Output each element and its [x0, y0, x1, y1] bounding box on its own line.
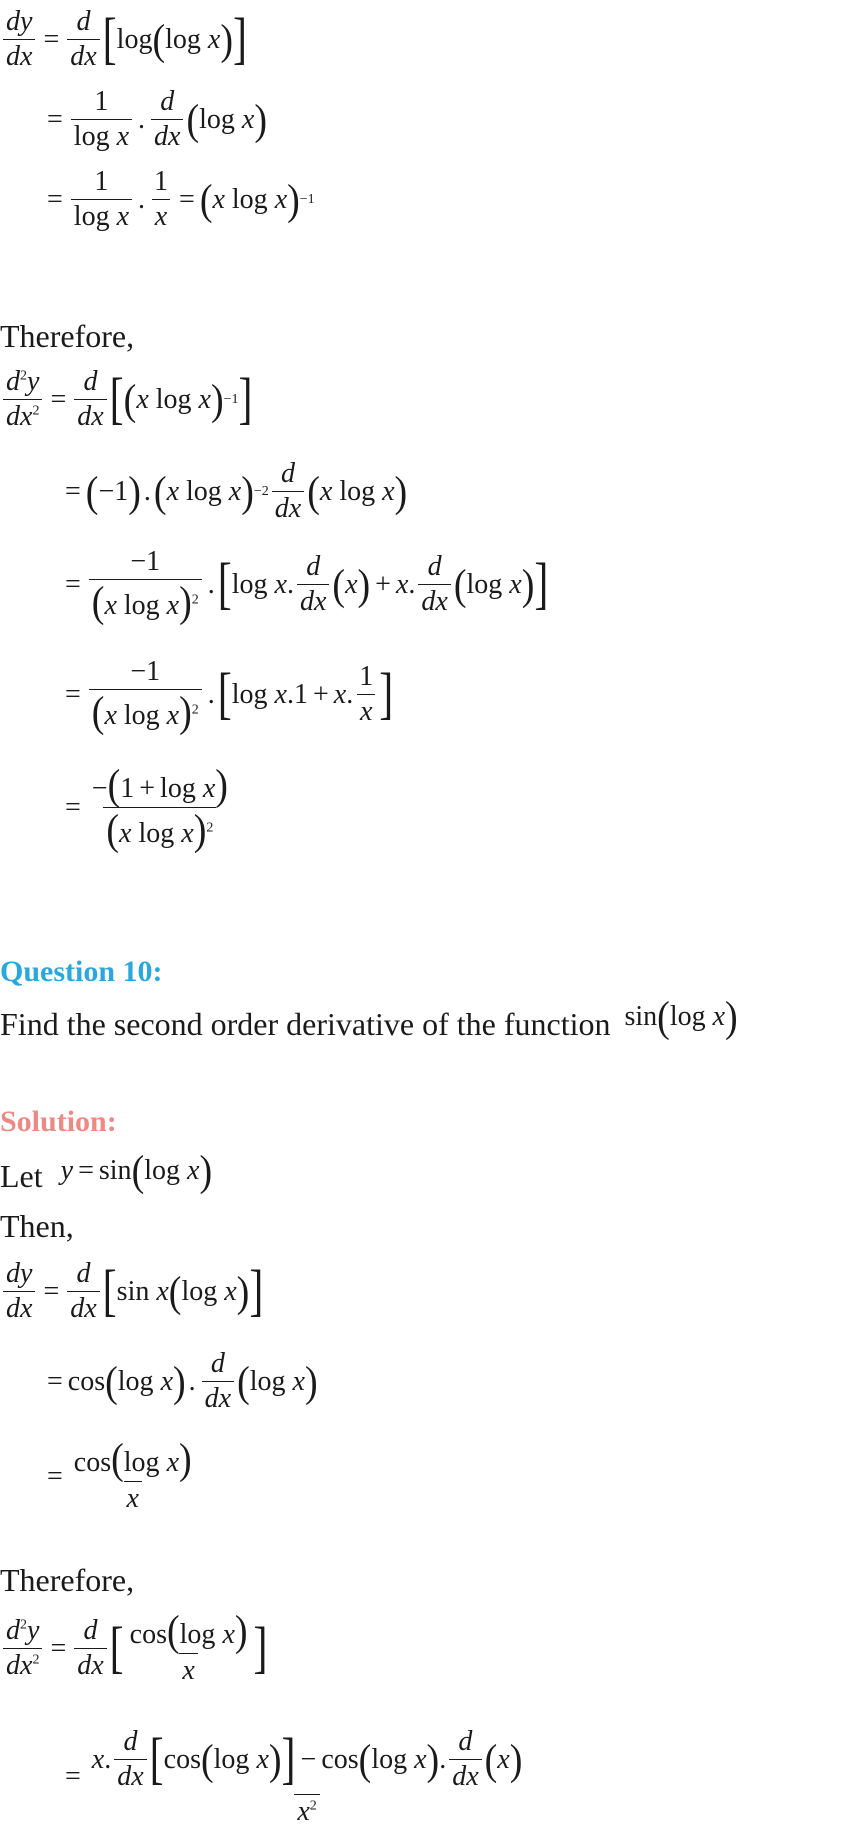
let-text: Let: [0, 1158, 43, 1194]
eq-dydx-loglog: $\frac{dy}{dx}$ = $\frac{d}{dx}$ [ log ( log x ) ]: [0, 8, 247, 71]
eq-step-1: = $\frac{1}{\text{log x}}$ . $\frac{d}{dx}$ ( log x ): [47, 86, 267, 152]
eq-d2-step-3: = $\frac{-1}{(x \log x)^2}$ . [ log x .1 + x . $\frac{1}{x}$ ]: [65, 656, 394, 737]
question-heading: Question 10:: [0, 955, 163, 988]
question-line: [0, 992, 738, 1046]
eq-quotient-rule: = x . $\frac{d}{dx}$ [ cos ( log x ) ] − cos ( log x ) . $\frac{d}{dx}$ ( x ) $x^2$: [65, 1726, 523, 1827]
let-line: [0, 1146, 213, 1198]
eq-step-2: = $\frac{1}{\text{log x}}$ . $\frac{1}{x}$ = ( x log x ) −1: [47, 166, 315, 232]
eq-d2-step-2: = $\frac{-1}{(x \log x)^2}$ . [ log x . $\frac{d}{dx}$ ( x ) + x . $\frac{d}{dx}$ ( log x ) ]: [65, 546, 549, 627]
solution-heading: Solution:: [0, 1105, 117, 1138]
let-equation: y = sin ( log x ): [60, 1146, 213, 1196]
eq-sin-step-1: = cos ( log x ) . $\frac{d}{dx}$ ( log x ): [47, 1348, 318, 1414]
eq-d2-result: = $\frac{\text{−(1 + log x)}}{(x \log x)^2}$: [65, 760, 228, 855]
eq-dydx-sinlog: $\frac{dy}{dx}$ = $\frac{d}{dx}$ [ sin x ( log x ) ]: [0, 1260, 263, 1323]
eq-d2ydx2-2: $\frac{d^2y}{dx^2}$ = $\frac{d}{dx}$ [ $\frac{\text{cos(log x)}}{x}$ ]: [0, 1612, 268, 1685]
eq-d2-step-1: = ( −1 ) . ( x log x ) −2 $\frac{d}{dx}$ ( x log x ): [65, 458, 408, 524]
therefore-text-1: Therefore,: [0, 318, 135, 354]
eq-sin-step-2: = $\frac{\text{cos(log x)}}{x}$: [47, 1434, 192, 1514]
then-text: Then,: [0, 1208, 74, 1244]
eq-d2ydx2-1: $\frac{d^2y}{dx^2}$ = $\frac{d}{dx}$ [ ( x log x ) −1 ]: [0, 368, 253, 431]
therefore-text-2: Therefore,: [0, 1562, 135, 1598]
question-text: Find the second order derivative of the function: [0, 1006, 611, 1042]
question-function: sin ( log x ): [624, 992, 738, 1042]
